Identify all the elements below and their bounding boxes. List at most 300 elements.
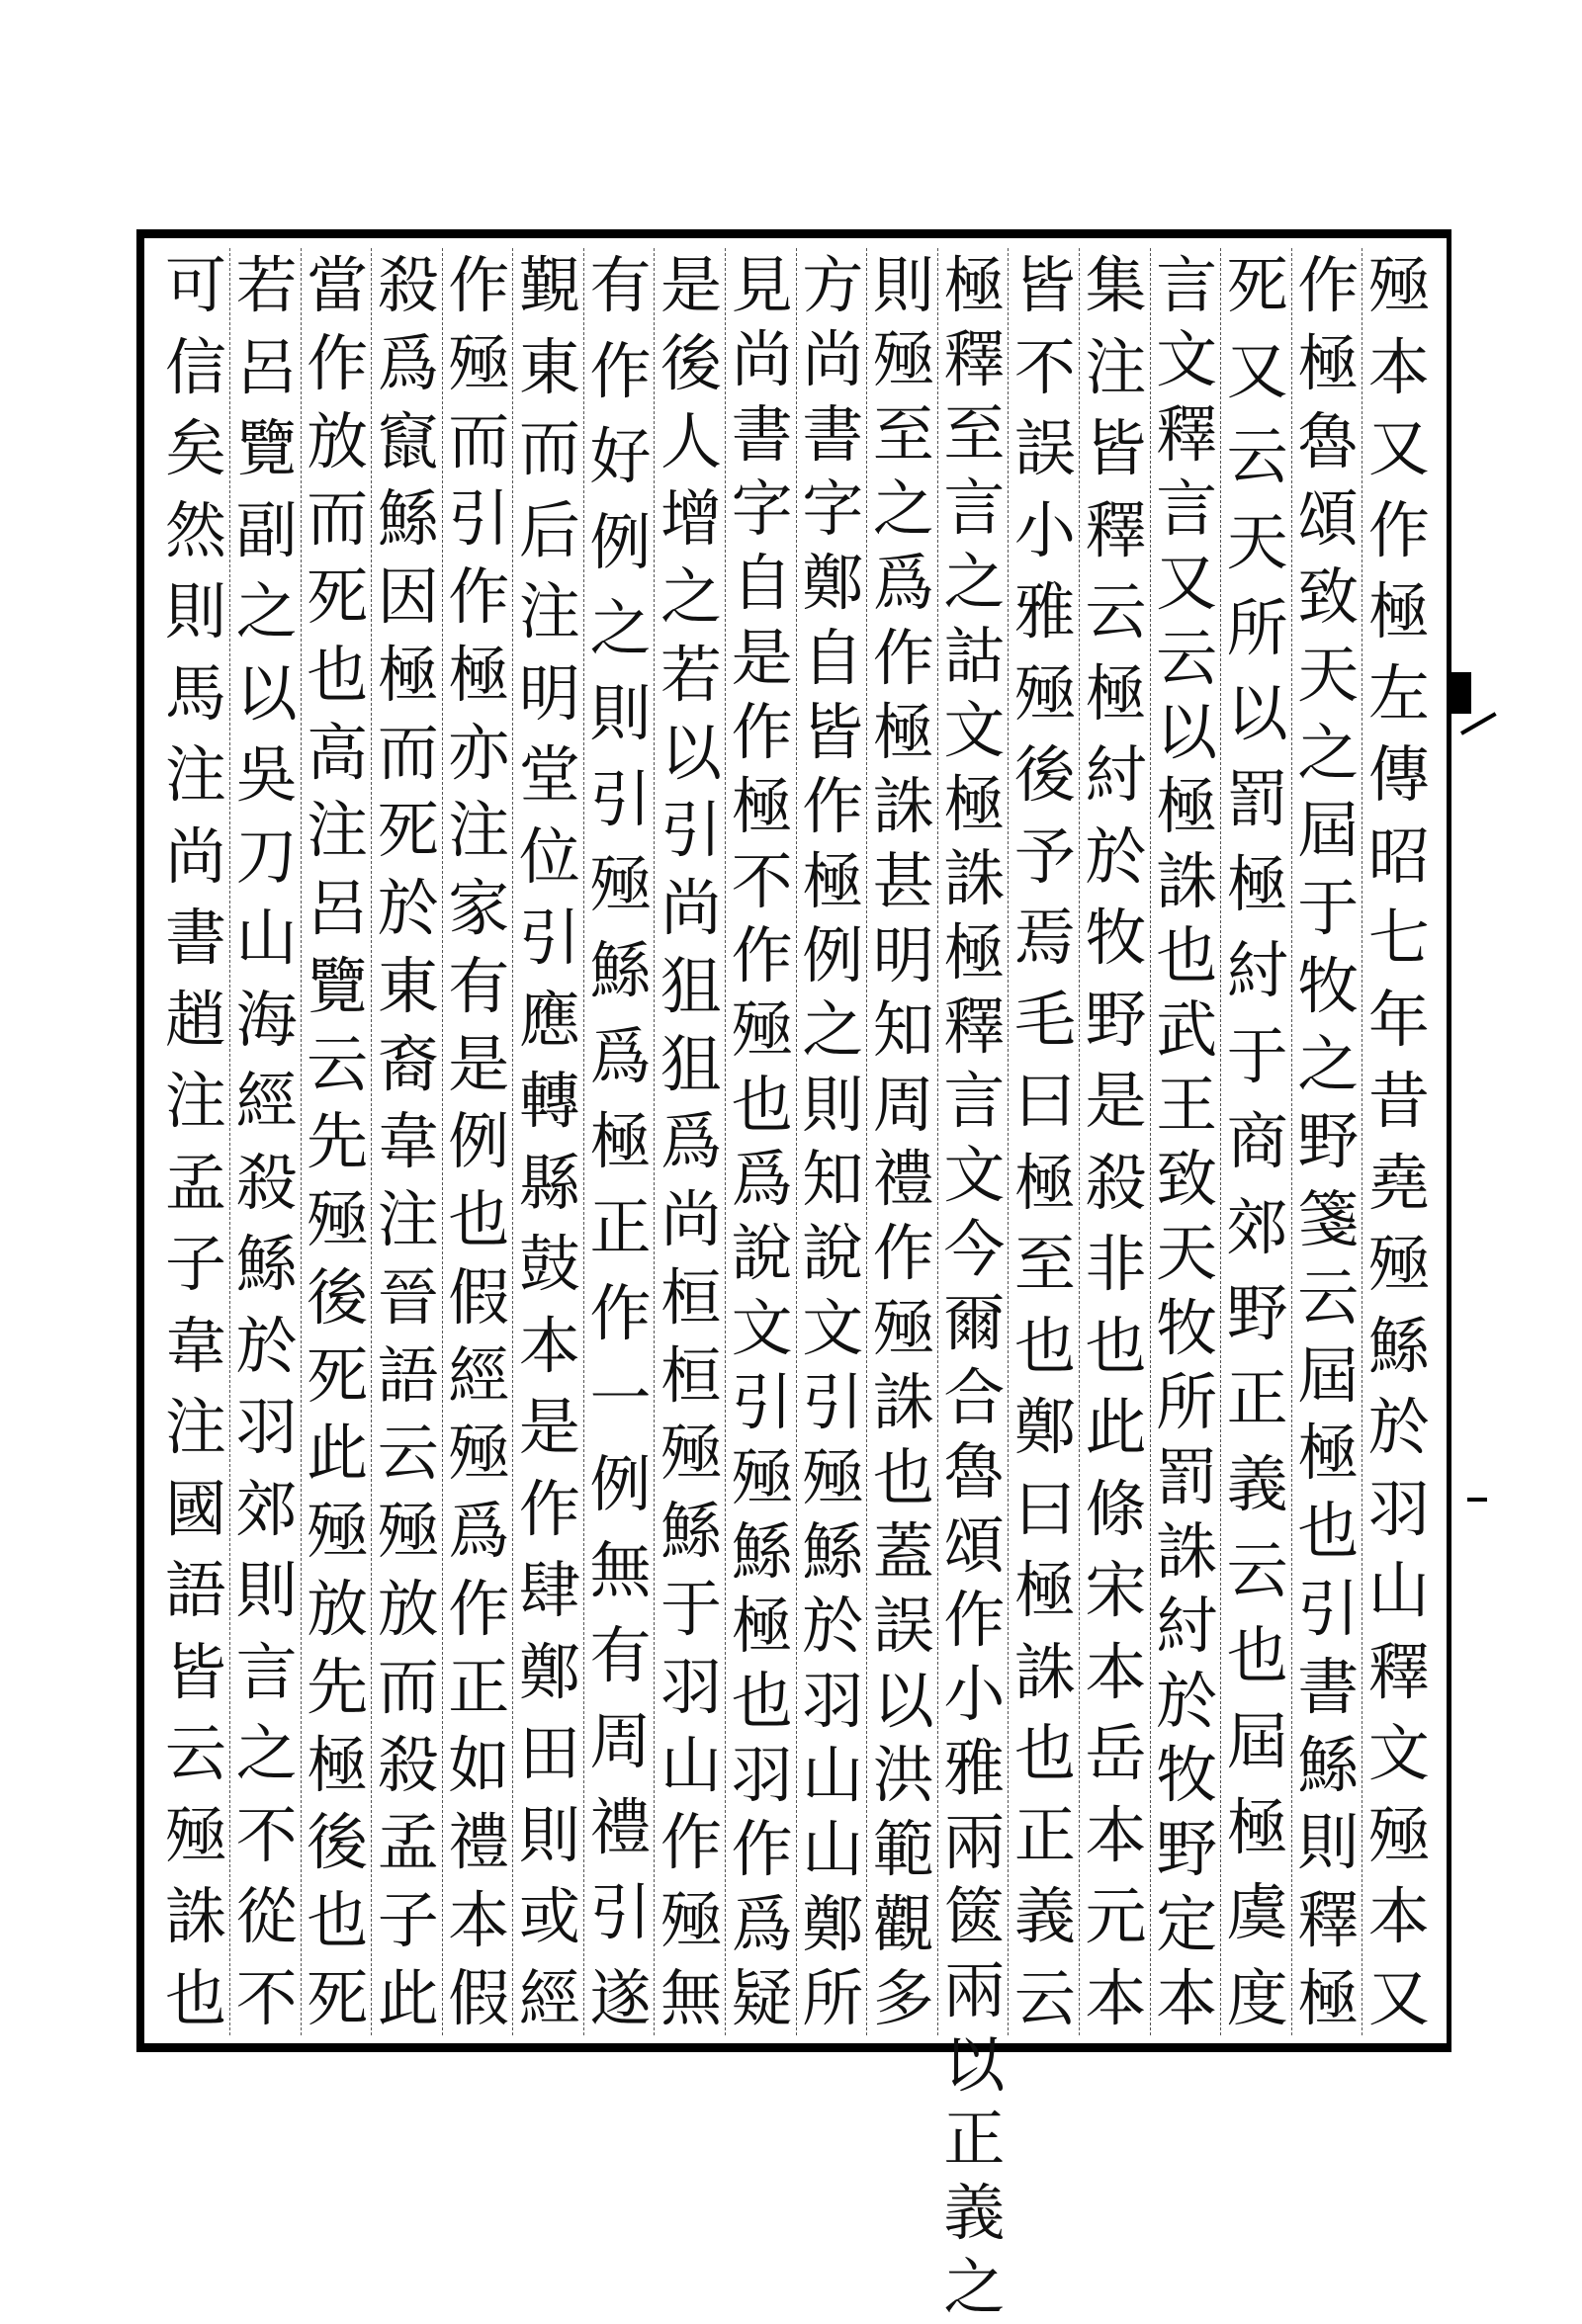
character: 殛	[802, 1440, 864, 1513]
character: 是	[731, 621, 793, 694]
character: 誤	[1013, 412, 1076, 485]
character: 注	[164, 738, 226, 812]
character: 誅	[943, 842, 1006, 914]
character: 文	[1367, 1717, 1430, 1790]
character: 釋	[1367, 1635, 1430, 1708]
character: 書	[802, 397, 864, 471]
character: 云	[1297, 1260, 1360, 1334]
character: 先	[307, 1105, 369, 1178]
character: 牧	[1156, 1738, 1218, 1811]
character: 之	[235, 575, 298, 648]
character: 東	[518, 330, 580, 403]
character: 義	[943, 2177, 1006, 2249]
character: 殛	[448, 326, 510, 399]
text-column	[729, 248, 797, 2035]
character: 魯	[943, 1435, 1006, 1507]
character: 桓	[660, 1338, 723, 1412]
character: 如	[448, 1728, 510, 1801]
character: 多	[872, 1961, 934, 2034]
character: 作	[448, 249, 510, 321]
character: 禮	[589, 1790, 652, 1863]
character: 鯀	[235, 1228, 298, 1301]
character: 語	[164, 1554, 226, 1627]
character: 竄	[377, 404, 439, 477]
character: 晉	[377, 1260, 439, 1334]
character: 鯀	[589, 934, 652, 1007]
character: 亦	[448, 716, 510, 789]
character: 矣	[164, 412, 226, 485]
character: 誅	[1156, 1514, 1218, 1588]
character: 後	[660, 326, 723, 399]
character: 作	[589, 1276, 652, 1349]
text-column	[1365, 248, 1433, 2035]
character: 經	[518, 1961, 580, 2034]
character: 死	[307, 560, 369, 634]
character: 覽	[235, 412, 298, 485]
character: 後	[1013, 738, 1076, 812]
character: 羽	[802, 1664, 864, 1737]
character: 從	[235, 1880, 298, 1953]
character: 注	[164, 1391, 226, 1464]
character: 誤	[872, 1590, 934, 1663]
character: 皆	[802, 696, 864, 769]
character: 因	[377, 560, 439, 634]
character: 引	[589, 762, 652, 835]
character: 曰	[1013, 1472, 1076, 1545]
character: 方	[802, 249, 864, 321]
character: 正	[448, 1650, 510, 1723]
character: 尚	[731, 323, 793, 396]
character: 本	[1156, 1961, 1218, 2034]
character: 正	[1226, 1362, 1288, 1435]
character: 爲	[589, 1019, 652, 1092]
character: 小	[943, 1658, 1006, 1730]
character: 則	[802, 1068, 864, 1141]
character: 詁	[943, 620, 1006, 692]
character: 極	[1367, 575, 1430, 648]
character: 商	[1226, 1105, 1288, 1178]
character: 殛	[307, 1495, 369, 1568]
character: 應	[518, 983, 580, 1056]
character: 爲	[731, 1887, 793, 1960]
character: 尚	[660, 872, 723, 945]
character: 也	[731, 1664, 793, 1737]
character: 則	[1297, 1806, 1360, 1879]
character: 雅	[943, 1732, 1006, 1804]
character: 野	[1297, 1105, 1360, 1178]
character: 洪	[872, 1738, 934, 1811]
character: 字	[802, 473, 864, 546]
character: 殺	[377, 249, 439, 321]
character: 縣	[518, 1146, 580, 1219]
character: 曰	[1013, 1065, 1076, 1138]
character: 天	[1297, 638, 1360, 711]
text-column	[304, 248, 372, 2035]
character: 殛	[731, 993, 793, 1067]
character: 言	[1156, 473, 1218, 546]
character: 云	[307, 1027, 369, 1100]
character: 于	[1297, 872, 1360, 945]
character: 致	[1156, 1143, 1218, 1216]
character: 屆	[1297, 794, 1360, 867]
character: 也	[307, 1884, 369, 1957]
character: 不	[1013, 330, 1076, 403]
character: 極	[731, 770, 793, 843]
character: 之	[660, 560, 723, 634]
character: 又	[1226, 334, 1288, 407]
character: 無	[589, 1533, 652, 1606]
character: 有	[589, 249, 652, 321]
character: 死	[377, 794, 439, 867]
character: 紂	[1156, 1590, 1218, 1663]
character: 不	[235, 1961, 298, 2034]
character: 極	[943, 916, 1006, 989]
character: 殛	[731, 1440, 793, 1513]
character: 殛	[1367, 249, 1430, 321]
character: 趙	[164, 983, 226, 1056]
character: 魯	[1297, 404, 1360, 477]
character: 文	[943, 694, 1006, 766]
character: 非	[1085, 1228, 1147, 1301]
character: 殛	[1367, 1228, 1430, 1301]
character: 七	[1367, 902, 1430, 975]
character: 然	[164, 493, 226, 566]
character: 字	[731, 473, 793, 546]
character: 引	[731, 1366, 793, 1439]
character: 先	[307, 1650, 369, 1723]
character: 昔	[1367, 1065, 1430, 1138]
character: 有	[589, 1619, 652, 1692]
character: 所	[1226, 591, 1288, 664]
character: 度	[1226, 1961, 1288, 2034]
character: 東	[377, 949, 439, 1022]
character: 山	[235, 902, 298, 975]
edge-tab-line	[1460, 712, 1497, 734]
character: 覽	[307, 949, 369, 1022]
character: 則	[589, 677, 652, 750]
character: 書	[731, 397, 793, 471]
character: 之	[235, 1717, 298, 1790]
character: 殛	[660, 1417, 723, 1490]
character: 本	[518, 1309, 580, 1382]
character: 誅	[1013, 1635, 1076, 1708]
edge-tab-marker	[1450, 672, 1471, 714]
character: 孟	[164, 1146, 226, 1219]
character: 正	[589, 1191, 652, 1264]
character: 極	[377, 638, 439, 711]
character: 狙	[660, 949, 723, 1022]
text-column	[233, 248, 302, 2035]
character: 羽	[731, 1738, 793, 1811]
character: 極	[802, 844, 864, 917]
character: 子	[164, 1228, 226, 1301]
character: 是	[448, 1027, 510, 1100]
character: 作	[307, 326, 369, 399]
character: 極	[1013, 1146, 1076, 1219]
character: 殛	[164, 1798, 226, 1871]
character: 殛	[377, 1495, 439, 1568]
character: 注	[164, 1065, 226, 1138]
character: 若	[660, 638, 723, 711]
character: 假	[448, 1260, 510, 1334]
character: 焉	[1013, 902, 1076, 975]
character: 釋	[1085, 493, 1147, 566]
character: 致	[1297, 560, 1360, 634]
character: 堂	[518, 738, 580, 812]
character: 殛	[872, 323, 934, 396]
character: 紂	[1085, 738, 1147, 812]
character: 正	[1013, 1798, 1076, 1871]
character: 於	[802, 1590, 864, 1663]
character: 作	[518, 1472, 580, 1545]
character: 所	[802, 1961, 864, 2034]
character: 極	[1226, 848, 1288, 921]
character: 於	[1156, 1664, 1218, 1737]
character: 云	[377, 1417, 439, 1490]
character: 注	[1085, 330, 1147, 403]
character: 毛	[1013, 983, 1076, 1056]
text-column	[1083, 248, 1151, 2035]
character: 王	[1156, 1068, 1218, 1141]
character: 也	[1013, 1717, 1076, 1790]
character: 爲	[660, 1105, 723, 1178]
character: 至	[1013, 1228, 1076, 1301]
character: 田	[518, 1717, 580, 1790]
character: 注	[307, 794, 369, 867]
character: 后	[518, 493, 580, 566]
character: 言	[943, 472, 1006, 544]
character: 爲	[872, 547, 934, 620]
character: 箋	[1297, 1183, 1360, 1256]
character: 于	[1226, 1019, 1288, 1092]
character: 不	[731, 844, 793, 917]
character: 云	[1226, 420, 1288, 493]
character: 至	[872, 397, 934, 471]
character: 所	[1156, 1366, 1218, 1439]
character: 也	[1226, 1619, 1288, 1692]
character: 尚	[660, 1183, 723, 1256]
character: 韋	[164, 1309, 226, 1382]
character: 又	[1156, 547, 1218, 620]
character: 副	[235, 493, 298, 566]
character: 作	[731, 1813, 793, 1886]
character: 是	[660, 249, 723, 321]
character: 以	[1226, 677, 1288, 750]
character: 放	[307, 404, 369, 477]
character: 呂	[235, 330, 298, 403]
character: 增	[660, 482, 723, 556]
character: 極	[1156, 770, 1218, 843]
character: 野	[1226, 1276, 1288, 1349]
character: 誅	[164, 1880, 226, 1953]
character: 自	[802, 621, 864, 694]
character: 也	[731, 1068, 793, 1141]
character: 引	[660, 794, 723, 867]
text-column	[516, 248, 584, 2035]
text-column	[586, 248, 655, 2035]
character: 作	[802, 770, 864, 843]
character: 引	[448, 482, 510, 556]
character: 文	[943, 1139, 1006, 1211]
text-column	[1153, 248, 1221, 2035]
character: 於	[235, 1309, 298, 1382]
character: 疑	[731, 1961, 793, 2034]
character: 而	[377, 1650, 439, 1723]
character: 鯀	[1297, 1728, 1360, 1801]
character: 經	[448, 1338, 510, 1412]
character: 鯀	[660, 1495, 723, 1568]
character: 本	[1085, 1798, 1147, 1871]
character: 轉	[518, 1065, 580, 1138]
character: 極	[448, 638, 510, 711]
character: 之	[802, 993, 864, 1067]
character: 年	[1367, 983, 1430, 1056]
character: 語	[377, 1338, 439, 1412]
character: 例	[802, 919, 864, 992]
character: 信	[164, 330, 226, 403]
character: 而	[448, 404, 510, 477]
character: 明	[872, 919, 934, 992]
character: 吳	[235, 738, 298, 812]
character: 鯀	[802, 1514, 864, 1588]
character: 作	[943, 1584, 1006, 1656]
character: 例	[589, 1447, 652, 1520]
character: 極	[943, 768, 1006, 840]
character: 呂	[307, 872, 369, 945]
character: 也	[1085, 1309, 1147, 1382]
character: 知	[802, 1143, 864, 1216]
character: 無	[660, 1961, 723, 2034]
character: 鯀	[1367, 1309, 1430, 1382]
character: 堯	[1367, 1146, 1430, 1219]
character: 今	[943, 1213, 1006, 1285]
character: 也	[872, 1440, 934, 1513]
character: 罰	[1156, 1440, 1218, 1513]
character: 小	[1013, 493, 1076, 566]
character: 文	[731, 1291, 793, 1364]
text-column	[1011, 248, 1080, 2035]
text-column	[658, 248, 726, 2035]
character: 例	[448, 1105, 510, 1178]
character: 定	[1156, 1887, 1218, 1960]
character: 見	[731, 249, 793, 321]
character: 刀	[235, 819, 298, 893]
character: 于	[660, 1573, 723, 1646]
character: 言	[235, 1635, 298, 1708]
character: 位	[518, 819, 580, 893]
character: 義	[1013, 1880, 1076, 1953]
character: 之	[589, 591, 652, 664]
character: 可	[164, 249, 226, 321]
character: 又	[1367, 1961, 1430, 2034]
character: 則	[164, 575, 226, 648]
character: 後	[307, 1260, 369, 1334]
character: 書	[164, 902, 226, 975]
text-column	[799, 248, 867, 2035]
character: 又	[1367, 412, 1430, 485]
character: 牧	[1297, 949, 1360, 1022]
character: 蓋	[872, 1514, 934, 1588]
character: 以	[1156, 696, 1218, 769]
character: 本	[1085, 1961, 1147, 2034]
character: 尚	[164, 819, 226, 893]
character: 裔	[377, 1027, 439, 1100]
character: 知	[872, 993, 934, 1067]
character: 放	[377, 1573, 439, 1646]
character: 以	[872, 1664, 934, 1737]
character: 宋	[1085, 1554, 1147, 1627]
character: 死	[307, 1961, 369, 2034]
character: 而	[307, 482, 369, 556]
character: 本	[448, 1884, 510, 1957]
character: 屆	[1297, 1338, 1360, 1412]
character: 後	[307, 1806, 369, 1879]
character: 云	[1013, 1961, 1076, 2034]
character: 頌	[1297, 482, 1360, 556]
character: 死	[1226, 249, 1288, 321]
character: 極	[1297, 1961, 1360, 2034]
character: 言	[1156, 249, 1218, 321]
character: 國	[164, 1472, 226, 1545]
character: 作	[589, 334, 652, 407]
character: 自	[731, 547, 793, 620]
character: 此	[377, 1961, 439, 2034]
character: 鯀	[731, 1514, 793, 1588]
character: 以	[660, 716, 723, 789]
character: 山	[802, 1738, 864, 1811]
character: 極	[589, 1105, 652, 1178]
character: 作	[731, 696, 793, 769]
character: 也	[164, 1961, 226, 2034]
character: 殺	[377, 1728, 439, 1801]
character: 皆	[164, 1635, 226, 1708]
character: 周	[872, 1068, 934, 1141]
character: 死	[307, 1338, 369, 1412]
text-columns	[162, 248, 1433, 2323]
character: 昭	[1367, 819, 1430, 893]
character: 極	[731, 1590, 793, 1663]
character: 作	[872, 621, 934, 694]
character: 岳	[1085, 1717, 1147, 1790]
character: 云	[1156, 621, 1218, 694]
character: 禮	[448, 1806, 510, 1879]
character: 則	[872, 249, 934, 321]
character: 條	[1085, 1472, 1147, 1545]
character: 作	[1297, 249, 1360, 321]
character: 兩	[943, 1954, 1006, 2026]
character: 殛	[589, 848, 652, 921]
character: 正	[943, 2103, 1006, 2175]
character: 以	[235, 656, 298, 730]
character: 例	[589, 505, 652, 578]
character: 山	[1367, 1554, 1430, 1627]
character: 殛	[307, 1183, 369, 1256]
character: 釋	[943, 323, 1006, 395]
page-frame	[136, 229, 1451, 2323]
character: 本	[1085, 1635, 1147, 1708]
character: 鄭	[802, 547, 864, 620]
character: 至	[943, 397, 1006, 470]
character: 說	[731, 1217, 793, 1290]
character: 引	[802, 1366, 864, 1439]
character: 天	[1156, 1217, 1218, 1290]
character: 兩	[943, 1806, 1006, 1878]
character: 殺	[1085, 1146, 1147, 1219]
character: 虞	[1226, 1876, 1288, 1949]
character: 於	[1085, 819, 1147, 893]
character: 是	[518, 1391, 580, 1464]
character: 於	[377, 872, 439, 945]
